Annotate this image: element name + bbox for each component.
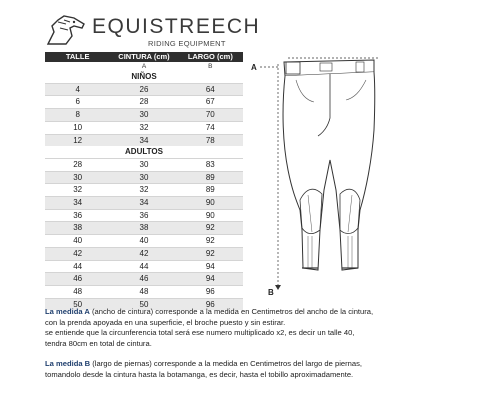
cell-cintura: 26 xyxy=(110,83,177,96)
cell-cintura: 30 xyxy=(110,171,177,184)
table-row xyxy=(45,285,243,298)
cell-cintura: 28 xyxy=(110,96,177,109)
group-label: NIÑOS xyxy=(131,72,157,81)
cell-largo: 74 xyxy=(178,121,243,134)
cell-talle: 34 xyxy=(45,197,110,210)
cell-cintura: 34 xyxy=(110,134,177,146)
table-row xyxy=(45,222,243,235)
cell-cintura: 48 xyxy=(110,285,177,298)
cell-largo: 78 xyxy=(178,134,243,146)
note-a-lead: La medida A xyxy=(45,307,90,316)
note-b-text: (largo de piernas) corresponde a la medida en Centimetros del largo de piernas, xyxy=(90,359,362,369)
cell-talle: 38 xyxy=(45,222,110,235)
table-row xyxy=(45,209,243,222)
cell-largo: 64 xyxy=(178,83,243,96)
cell-largo: 70 xyxy=(178,109,243,122)
cell-largo: 94 xyxy=(178,260,243,273)
cell-cintura: 32 xyxy=(110,184,177,197)
note-a xyxy=(45,307,465,318)
brand-name: EQUISTREECH xyxy=(92,15,261,38)
cell-largo: 92 xyxy=(178,235,243,248)
cell-cintura: 34 xyxy=(110,197,177,210)
cell-largo: 96 xyxy=(178,285,243,298)
header-largo: LARGO (cm) xyxy=(178,52,243,62)
cell-cintura: 40 xyxy=(110,235,177,248)
cell-largo: 96 xyxy=(178,298,243,310)
note-b-lead: La medida B xyxy=(45,359,91,369)
cell-largo: 90 xyxy=(178,197,243,210)
cell-largo: 89 xyxy=(178,184,243,197)
cell-talle: 50 xyxy=(45,298,110,310)
cell-cintura: 36 xyxy=(110,209,177,222)
cell-talle: 36 xyxy=(45,209,110,222)
cell-cintura: 38 xyxy=(110,222,177,235)
breeches-diagram xyxy=(248,50,408,300)
cell-talle: 30 xyxy=(45,171,110,184)
cell-talle: 40 xyxy=(45,235,110,248)
table-row xyxy=(45,83,243,96)
cell-talle: 44 xyxy=(45,260,110,273)
table-row xyxy=(45,260,243,273)
measurement-notes xyxy=(45,307,465,381)
subheader-talle xyxy=(45,62,110,71)
cell-talle: 6 xyxy=(45,96,110,109)
note-b-line2: tomandolo desde la cintura hasta la botamanga, es decir, hasta el tobillo aproximadamente. xyxy=(45,369,354,379)
note-b xyxy=(45,359,465,370)
table-row xyxy=(45,109,243,122)
table-row xyxy=(45,171,243,184)
breeches-illustration xyxy=(248,50,408,300)
table-row xyxy=(45,235,243,248)
cell-talle: 12 xyxy=(45,134,110,146)
header-talle: TALLE xyxy=(45,52,110,62)
subheader-b: B xyxy=(208,63,213,70)
cell-largo: 90 xyxy=(178,209,243,222)
brand-logo xyxy=(44,14,261,48)
cell-largo: 94 xyxy=(178,273,243,286)
cell-largo: 92 xyxy=(178,222,243,235)
label-a: A xyxy=(251,63,257,72)
cell-talle: 46 xyxy=(45,273,110,286)
cell-cintura: 30 xyxy=(110,109,177,122)
cell-cintura: 42 xyxy=(110,247,177,260)
size-table xyxy=(45,52,243,310)
cell-cintura: 30 xyxy=(110,158,177,171)
table-row xyxy=(45,96,243,109)
cell-talle: 28 xyxy=(45,158,110,171)
subheader-a: A xyxy=(141,63,147,70)
note-a-line4: tendra 80cm en total de cintura. xyxy=(45,338,152,348)
table-row xyxy=(45,121,243,134)
cell-largo: 92 xyxy=(178,247,243,260)
cell-talle: 42 xyxy=(45,247,110,260)
table-row xyxy=(45,134,243,146)
cell-largo: 67 xyxy=(178,96,243,109)
cell-talle: 32 xyxy=(45,184,110,197)
cell-cintura: 44 xyxy=(110,260,177,273)
group-label: ADULTOS xyxy=(125,147,163,157)
table-row xyxy=(45,273,243,286)
cell-largo: 89 xyxy=(178,171,243,184)
horse-head-icon xyxy=(44,14,88,48)
cell-talle: 10 xyxy=(45,121,110,134)
table-row xyxy=(45,247,243,260)
note-a-line3: se entiende que la circunferencia total será ese numero multiplicado x2, es decir un talle 40, xyxy=(45,328,355,338)
cell-cintura: 32 xyxy=(110,121,177,134)
table-row xyxy=(45,197,243,210)
cell-cintura: 50 xyxy=(110,298,177,310)
brand-tagline: RIDING EQUIPMENT xyxy=(148,39,226,48)
cell-largo: 83 xyxy=(178,158,243,171)
cell-cintura: 46 xyxy=(110,273,177,286)
note-a-line2: con la prenda apoyada en una superficie, el broche puesto y sin estirar. xyxy=(45,317,286,327)
table-row xyxy=(45,158,243,171)
cell-talle: 8 xyxy=(45,109,110,122)
group-row xyxy=(45,146,243,158)
header-cintura: CINTURA (cm) xyxy=(110,52,177,62)
label-b: B xyxy=(268,288,274,297)
cell-talle: 48 xyxy=(45,285,110,298)
group-row xyxy=(45,71,243,83)
table-row xyxy=(45,184,243,197)
cell-talle: 4 xyxy=(45,83,110,96)
note-a-text: (ancho de cintura) corresponde a la medida en Centimetros del ancho de la cintura, xyxy=(89,307,374,316)
